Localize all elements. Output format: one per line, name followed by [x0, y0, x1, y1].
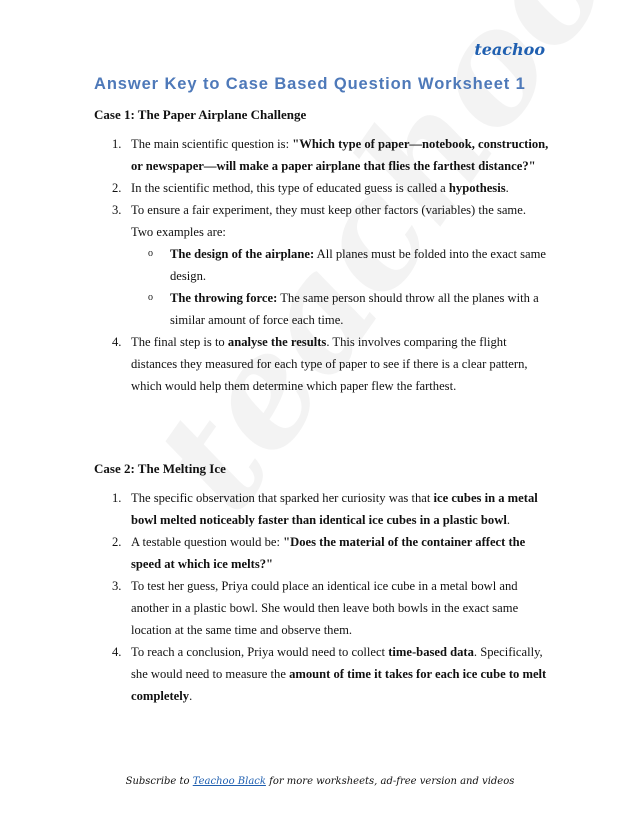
item-text: All planes must be folded into the exact same design. — [170, 247, 547, 283]
item-number: 2. — [112, 535, 122, 549]
sub-list-item — [148, 243, 551, 287]
page-title: Answer Key to Case Based Question Worksheet 1 — [94, 75, 526, 93]
item-text: The same person should throw all the planes with a similar amount of force each time. — [170, 291, 539, 327]
footer-note — [0, 776, 640, 787]
item-text: . — [189, 689, 193, 703]
item-number: 3. — [112, 203, 122, 217]
item-text: . — [506, 513, 510, 527]
brand-logo[interactable]: teachoo — [474, 40, 545, 59]
item-text: . — [505, 181, 509, 195]
footer-text: Subscribe to — [125, 776, 193, 787]
list-item — [112, 133, 551, 177]
sub-list-item — [148, 287, 551, 331]
list-item — [112, 531, 551, 575]
item-text: The final step is to — [131, 335, 228, 349]
item-bold-text: ice cubes in a metal bowl melted noticeably faster than identical ice cubes in a plastic bowl — [131, 491, 538, 527]
case-1-heading: Case 1: The Paper Airplane Challenge — [94, 107, 307, 122]
list-item — [112, 199, 551, 331]
item-number: 1. — [112, 491, 122, 505]
teachoo-black-link[interactable]: Teachoo Black — [192, 776, 266, 787]
item-text: The main scientific question is: — [131, 137, 293, 151]
item-number: 4. — [112, 645, 122, 659]
item-bold-text: The design of the airplane: — [170, 247, 315, 261]
item-number: 1. — [112, 137, 122, 151]
item-bold-text: amount of time it takes for each ice cube to melt completely — [131, 667, 547, 703]
item-text: To test her guess, Priya could place an identical ice cube in a metal bowl and another in a plastic bowl. She would then leave both bowls in the exact same location at the same time and observe them. — [131, 579, 519, 637]
item-bold-text: "Does the material of the container affect the speed at which ice melts?" — [131, 535, 526, 571]
item-bold-text: hypothesis — [448, 181, 506, 195]
item-number: 2. — [112, 181, 122, 195]
item-bold-text: analyse the results — [227, 335, 327, 349]
item-text: To reach a conclusion, Priya would need to collect — [131, 645, 389, 659]
item-bold-text: The throwing force: — [170, 291, 278, 305]
list-item — [112, 487, 551, 531]
case-2-heading: Case 2: The Melting Ice — [94, 461, 226, 476]
item-text: To ensure a fair experiment, they must keep other factors (variables) the same. Two examples are: — [131, 203, 526, 239]
item-bold-text: "Which type of paper—notebook, construction, or newspaper—will make a paper airplane that flies the farthest distance?" — [131, 137, 549, 173]
item-bold-text: time-based data — [388, 645, 474, 659]
bullet-marker: o — [148, 248, 153, 259]
item-number: 4. — [112, 335, 122, 349]
item-text: A testable question would be: — [131, 535, 284, 549]
case-1-answer-list — [112, 133, 551, 397]
case-2-answer-list — [112, 487, 551, 707]
list-item — [112, 575, 551, 641]
list-item — [112, 641, 551, 707]
footer-text: for more worksheets, ad-free version and videos — [265, 776, 515, 787]
list-item — [112, 331, 551, 397]
list-item — [112, 177, 551, 199]
bullet-marker: o — [148, 292, 153, 303]
item-text: . This involves comparing the flight distances they measured for each type of paper to see if there is a clear pattern, which would help them determine which paper flew the farthest. — [131, 335, 528, 393]
item-text: The specific observation that sparked her curiosity was that — [131, 491, 434, 505]
item-text: . Specifically, she would need to measure the — [131, 645, 543, 681]
item-text: In the scientific method, this type of educated guess is called a — [131, 181, 449, 195]
sub-list — [131, 243, 551, 331]
item-number: 3. — [112, 579, 122, 593]
